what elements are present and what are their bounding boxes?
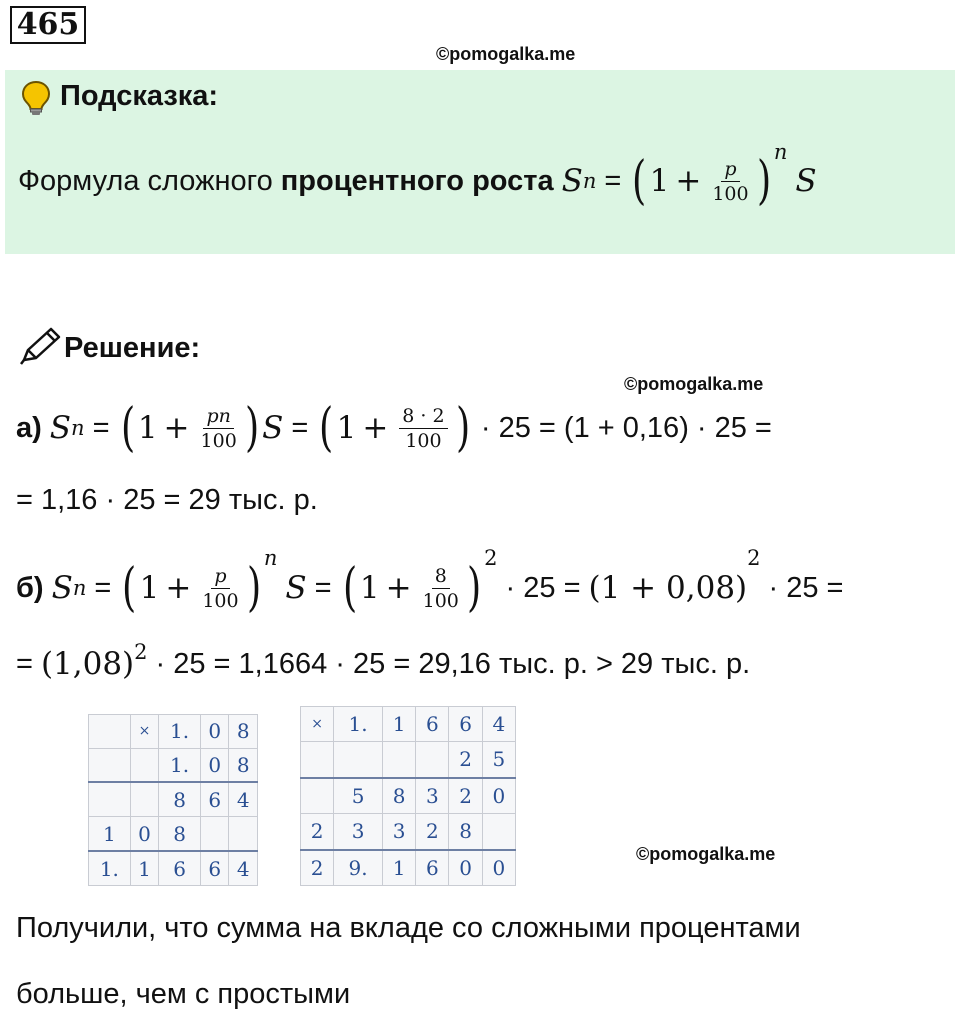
solution-a-line1: а) S n = ( 1 + $\frac{pn}{100}$ ) S = ( 1 + $\frac{8 \cdot 2}{100}$ ) · 25 = (1 + 0,16) · 25 =: [16, 398, 772, 458]
solution-a-line2: = 1,16 · 25 = 29 тыс. р.: [16, 484, 318, 516]
conclusion-line2: больше, чем с простыми: [16, 978, 351, 1010]
hint-text: Формула сложного: [18, 164, 281, 197]
watermark: ©pomogalka.me: [624, 374, 764, 394]
hint-formula-line: Формула сложного процентного роста S n = ( 1 + $\frac{p}{100}$ ) n S: [18, 140, 817, 211]
task-number: 465: [10, 6, 86, 44]
calc-table-2: × 1. 1 6 6 4 2 5 5 8 3 2 0 2 3 3 2 8 2 9. 1 6 0 0: [300, 706, 516, 886]
fraction-8-100: $\frac{8}{100}$: [422, 564, 459, 612]
fraction-pn-100: $\frac{pn}{100}$: [200, 404, 237, 452]
fraction-p-100: $\frac{p}{100}$: [712, 157, 749, 205]
calc-table-1: × 1. 0 8 1. 0 8 8 6 4 1 0 8 1. 1 6 6 4: [88, 714, 258, 886]
hint-text-bold: процентного роста: [280, 164, 554, 197]
solution-b-line1: б) S n = ( 1 + $\frac{p}{100}$ ) n S = ( 1 + $\frac{8}{100}$ ) 2 · 25 = (1 + 0,08) 2 · 25 =: [16, 546, 844, 618]
solution-b-line2: = (1,08) 2 · 25 = 1,1664 · 25 = 29,16 тыс. р. > 29 тыс. р.: [16, 640, 751, 682]
watermark: ©pomogalka.me: [436, 44, 576, 64]
pencil-icon: [18, 326, 62, 370]
watermark: ©pomogalka.me: [636, 844, 776, 864]
lightbulb-icon: [20, 80, 52, 120]
fraction-16-100: $\frac{8 \cdot 2}{100}$: [399, 405, 447, 452]
hint-heading: Подсказка:: [60, 80, 219, 112]
solution-heading: Решение:: [64, 332, 201, 364]
conclusion-line1: Получили, что сумма на вкладе со сложными процентами: [16, 912, 801, 944]
fraction-p-100: $\frac{p}{100}$: [202, 564, 239, 612]
